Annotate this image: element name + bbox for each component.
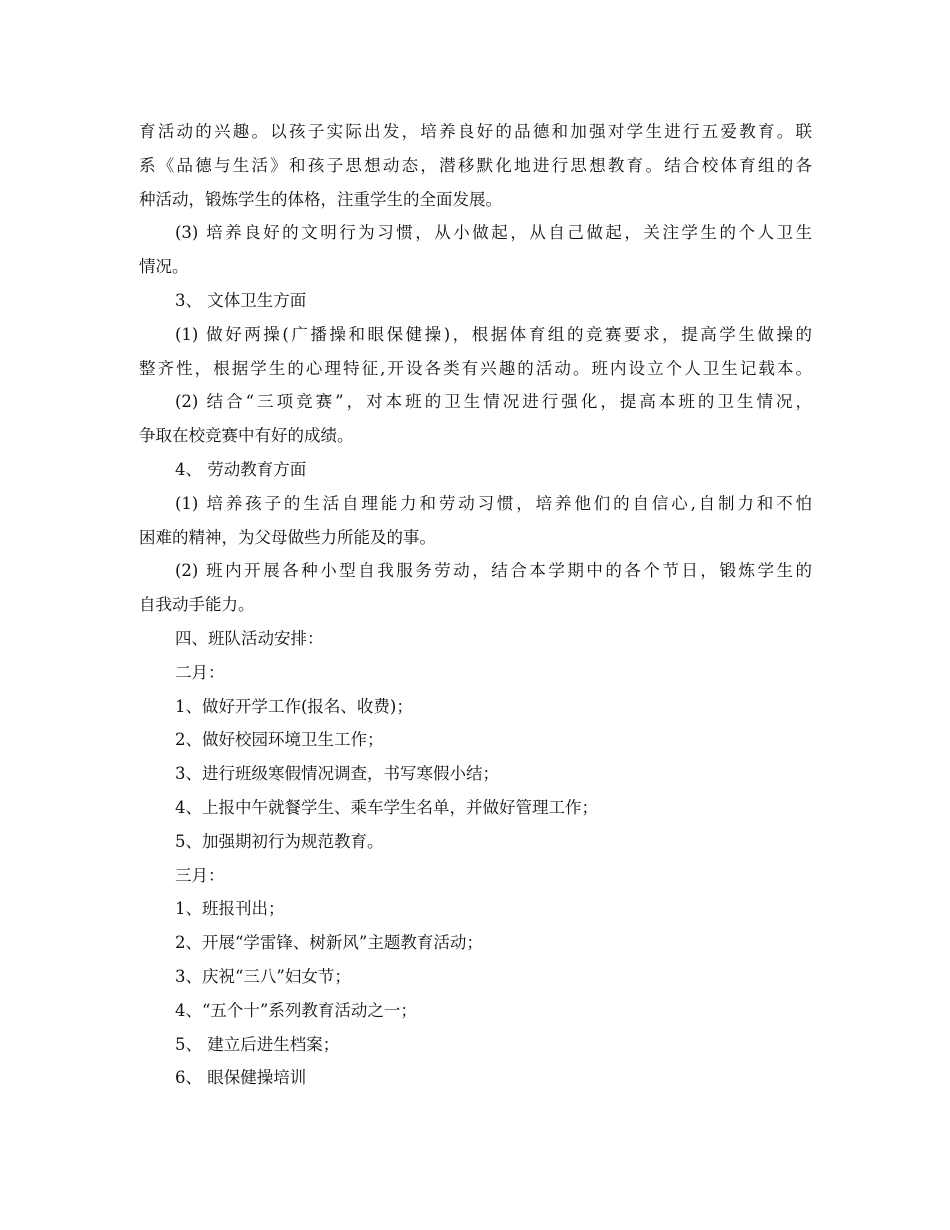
- document-line: 四、班队活动安排：: [175, 628, 324, 648]
- document-line: 3、进行班级寒假情况调查，书写寒假小结；: [175, 764, 499, 784]
- document-line: 困难的精神，为父母做些力所能及的事。: [139, 527, 436, 547]
- document-line: 4、“五个十”系列教育活动之一；: [175, 1000, 417, 1020]
- document-line: 1、班报刊出；: [175, 899, 285, 919]
- document-line: 三月：: [175, 865, 225, 885]
- document-line: 整齐性，根据学生的心理特征,开设各类有兴趣的活动。班内设立个人卫生记载本。: [139, 358, 812, 378]
- document-line: 5、加强期初行为规范教育。: [175, 831, 384, 851]
- document-line: 5、 建立后进生档案；: [175, 1034, 340, 1054]
- document-line: (3) 培养良好的文明行为习惯，从小做起，从自己做起，关注学生的个人卫生: [175, 223, 812, 243]
- document-line: 自我动手能力。: [139, 595, 255, 615]
- document-line: 2、做好校园环境卫生工作；: [175, 730, 384, 750]
- document-line: (1) 做好两操(广播操和眼保健操)，根据体育组的竞赛要求，提高学生做操的: [175, 324, 812, 344]
- document-line: 育活动的兴趣。以孩子实际出发，培养良好的品德和加强对学生进行五爱教育。联: [139, 122, 812, 141]
- document-line: 6、 眼保健操培训: [175, 1068, 307, 1088]
- document-line: 3、 文体卫生方面: [175, 290, 307, 310]
- document-line: 种活动，锻炼学生的体格，注重学生的全面发展。: [139, 189, 502, 209]
- document-line: 二月：: [175, 662, 225, 682]
- document-body: [139, 115, 812, 1095]
- document-line: (2) 班内开展各种小型自我服务劳动，结合本学期中的各个节日，锻炼学生的: [175, 561, 812, 581]
- document-line: 4、上报中午就餐学生、乘车学生名单，并做好管理工作；: [175, 797, 598, 817]
- document-line: 2、开展“学雷锋、树新风”主题教育活动；: [175, 933, 483, 953]
- document-line: 争取在校竞赛中有好的成绩。: [139, 426, 354, 446]
- document-line: 3、庆祝“三八”妇女节；: [175, 966, 351, 986]
- document-line: (1) 培养孩子的生活自理能力和劳动习惯，培养他们的自信心,自制力和不怕: [175, 493, 812, 513]
- document-line: (2) 结合“三项竞赛”，对本班的卫生情况进行强化，提高本班的卫生情况，: [175, 392, 812, 412]
- document-line: 系《品德与生活》和孩子思想动态，潜移默化地进行思想教育。结合校体育组的各: [139, 155, 812, 175]
- document-line: 4、 劳动教育方面: [175, 459, 307, 479]
- document-line: 1、做好开学工作(报名、收费)；: [175, 696, 413, 716]
- document-line: 情况。: [139, 257, 189, 277]
